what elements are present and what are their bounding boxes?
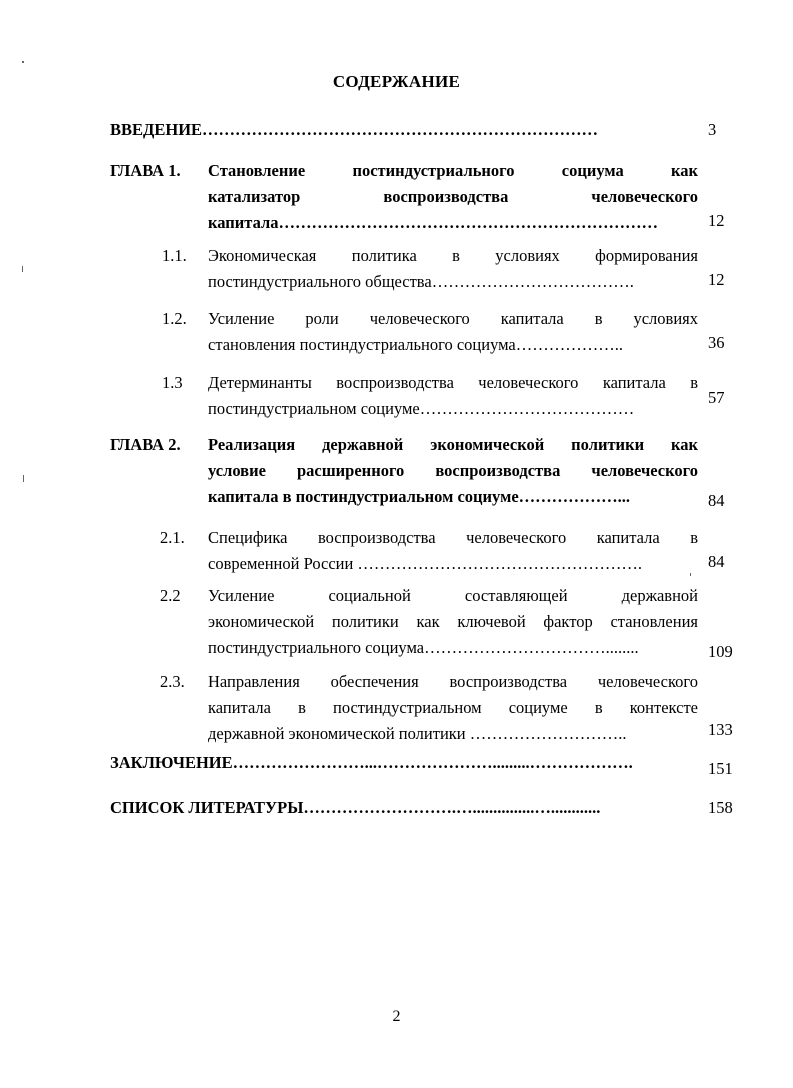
toc-entry-text: Специфика воспроизводства человеческого капитала в bbox=[208, 528, 698, 547]
toc-page-number: 84 bbox=[708, 552, 725, 571]
toc-page-number: 3 bbox=[708, 120, 717, 139]
toc-entry-text: Экономическая политика в условиях формирования bbox=[208, 246, 698, 265]
toc-entry-text: Направления обеспечения воспроизводства человеческого bbox=[208, 672, 698, 691]
toc-entry-text: экономической политики как ключевой фактор становления bbox=[208, 612, 698, 631]
toc-entry-label: ГЛАВА 1. bbox=[110, 161, 181, 180]
toc-entry-text: СПИСОК ЛИТЕРАТУРЫ……………………….…...............…............ bbox=[110, 798, 601, 817]
toc-entry-text: державной экономической политики ……………………….. bbox=[208, 724, 627, 743]
toc-page-number: 36 bbox=[708, 333, 725, 352]
toc-entry-text: Становление постиндустриального социума как bbox=[208, 161, 698, 180]
toc-entry-text: становления постиндустриального социума……………….. bbox=[208, 335, 623, 354]
toc-entry-text: капитала в постиндустриальном социуме………………... bbox=[208, 487, 631, 506]
scan-speck bbox=[690, 573, 691, 576]
toc-page-number: 158 bbox=[708, 798, 733, 817]
toc-page-number: 109 bbox=[708, 642, 733, 661]
toc-entry-text: Усиление роли человеческого капитала в условиях bbox=[208, 309, 698, 328]
toc-page-number: 12 bbox=[708, 211, 725, 230]
toc-entry-text: Усиление социальной составляющей державной bbox=[208, 586, 698, 605]
toc-page-number: 57 bbox=[708, 388, 725, 407]
toc-entry-text: постиндустриального социума……………………………........ bbox=[208, 638, 639, 657]
toc-entry-label: ГЛАВА 2. bbox=[110, 435, 181, 454]
toc-entry-label: 1.1. bbox=[162, 246, 187, 265]
toc-entry-text: Детерминанты воспроизводства человеческого капитала в bbox=[208, 373, 698, 392]
toc-entry-text: ЗАКЛЮЧЕНИЕ……………………...………………….........………………. bbox=[110, 753, 633, 772]
page-title: СОДЕРЖАНИЕ bbox=[332, 72, 461, 91]
toc-entry-text: постиндустриальном социуме………………………………… bbox=[208, 399, 635, 418]
toc-entry-label: 1.3 bbox=[162, 373, 183, 392]
toc-entry-text: условие расширенного воспроизводства человеческого bbox=[208, 461, 698, 480]
toc-entry-label: 1.2. bbox=[162, 309, 187, 328]
page-number: 2 bbox=[392, 1008, 401, 1025]
scan-speck bbox=[23, 475, 24, 482]
toc-entry-text: ВВЕДЕНИЕ……………………………………………………………… bbox=[110, 120, 599, 139]
toc-entry-text: Реализация державной экономической политики как bbox=[208, 435, 698, 454]
toc-entry-text: капитала…………………………………………………………… bbox=[208, 213, 659, 232]
toc-entry-text: постиндустриального общества………………………………. bbox=[208, 272, 634, 291]
toc-entry-label: 2.1. bbox=[160, 528, 185, 547]
scan-speck bbox=[22, 266, 23, 272]
toc-page-number: 84 bbox=[708, 491, 725, 510]
toc-entry-text: капитала в постиндустриальном социуме в контексте bbox=[208, 698, 698, 717]
toc-page-number: 151 bbox=[708, 759, 733, 778]
toc-entry-text: современной России ……………………………………………. bbox=[208, 554, 643, 573]
toc-page-number: 133 bbox=[708, 720, 733, 739]
toc-entry-text: катализатор воспроизводства человеческого bbox=[208, 187, 698, 206]
toc-page-number: 12 bbox=[708, 270, 725, 289]
toc-entry-label: 2.2 bbox=[160, 586, 181, 605]
toc-entry-label: 2.3. bbox=[160, 672, 185, 691]
scan-speck bbox=[22, 61, 24, 63]
